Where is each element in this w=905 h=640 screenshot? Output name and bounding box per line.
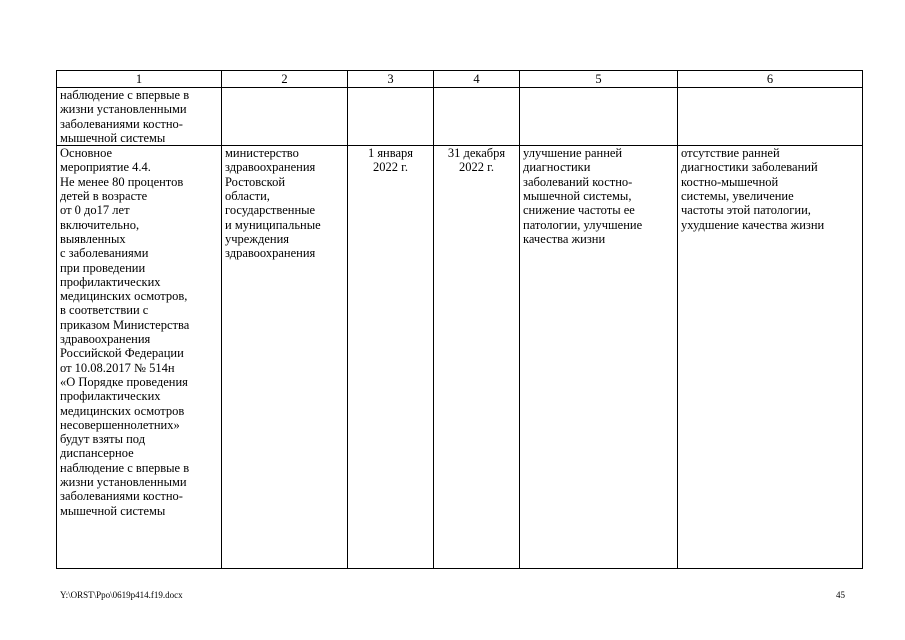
continuation-text: наблюдение с впервые в жизни установленными заболеваниями костно- мышечной системы [57,88,222,146]
consequence-cell: отсутствие ранней диагностики заболеваний костно-мышечной системы, увеличение частоты этой патологии, ухудшение качества жизни [678,146,863,569]
measure-description: Основное мероприятие 4.4. Не менее 80 процентов детей в возрасте от 0 до17 лет включительно, выявленных с заболеваниями при проведении профилактических медицинских осмотров, в соответствии с приказом Министерства здравоохранения Российской Федерации от 10.08.2017 № 514н «О Порядке проведения профилактических медицинских осмотров несовершеннолетних» будут взяты под диспансерное наблюдение с впервые в жизни установленными заболеваниями костно- мышечной системы [57,146,222,569]
measure-row [57,146,863,569]
column-number-6: 6 [678,71,863,88]
page-number: 45 [836,590,845,600]
start-date-cell: 1 января 2022 г. [348,146,434,569]
column-number-4: 4 [434,71,520,88]
empty-cell [678,88,863,146]
empty-cell [520,88,678,146]
footer-file-path: Y:\ORST\Ppo\0619p414.f19.docx [60,590,183,600]
column-number-2: 2 [222,71,348,88]
column-number-1: 1 [57,71,222,88]
continuation-row [57,88,863,146]
empty-cell [434,88,520,146]
empty-cell [348,88,434,146]
executor-cell: министерство здравоохранения Ростовской области, государственные и муниципальные учреждения здравоохранения [222,146,348,569]
empty-cell [222,88,348,146]
expected-result-cell: улучшение ранней диагностики заболеваний костно- мышечной системы, снижение частоты ее патологии, улучшение качества жизни [520,146,678,569]
end-date-cell: 31 декабря 2022 г. [434,146,520,569]
column-number-3: 3 [348,71,434,88]
column-number-5: 5 [520,71,678,88]
column-number-row [57,71,863,88]
measures-table [56,70,863,569]
